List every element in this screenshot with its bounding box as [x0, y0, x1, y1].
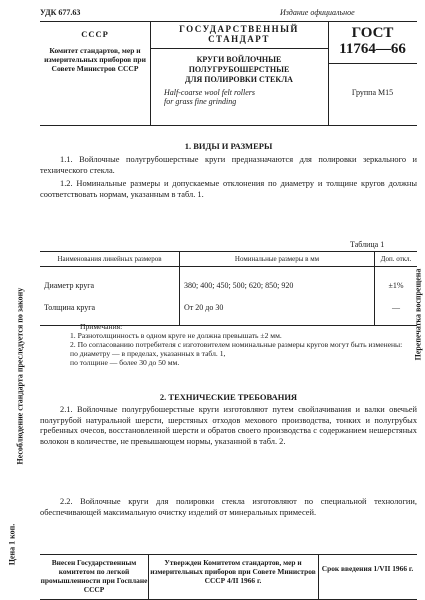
effective-date: Срок введения 1/VII 1966 г.: [321, 564, 414, 573]
section2-heading: 2. ТЕХНИЧЕСКИЕ ТРЕБОВАНИЯ: [159, 392, 298, 402]
kind-line-2: СТАНДАРТ: [208, 34, 270, 44]
standard-title: [150, 55, 328, 85]
edition-note: Издание официальное: [280, 8, 355, 17]
col-header-tolerance: Доп. откл.: [375, 252, 418, 267]
en-title-line-1: Half-coarse wool felt rollers: [164, 88, 256, 97]
row-thickness-name: Толщина круга: [40, 295, 180, 326]
para-2-1: 2.1. Войлочные полугрубошерстные круги изготовляют путем свойлачивания и валки овечьей полугрубой натуральной шерсти, шерстяных отходов мехового производства, тонких и полугрубых гребенных очесов, восстановленной шерсти и обратов своего производства с содержанием нешерстяных волокон в количестве, не превышающем нормы, указанной в табл. 2.: [40, 405, 417, 446]
standard-kind: [150, 24, 328, 49]
row-thickness-tol: —: [375, 295, 418, 326]
row-diameter-name: Диаметр круга: [44, 281, 95, 290]
title-line-1: КРУГИ ВОЙЛОЧНЫЕ: [196, 55, 282, 64]
notes: [70, 322, 415, 367]
gost-label: ГОСТ: [351, 25, 394, 41]
en-title-line-2: for grass fine grinding: [164, 97, 237, 106]
standard-header: [40, 21, 417, 125]
row-diameter-sizes: 380; 400; 450; 500; 620; 850; 920: [180, 267, 375, 296]
col-header-size: Номинальные размеры в мм: [180, 252, 375, 267]
gost-block: [328, 21, 417, 125]
table-label: Таблица 1: [350, 240, 385, 249]
notes-heading: Примечания:: [80, 322, 123, 331]
group-code: Группа М15: [351, 88, 394, 97]
authority-block: [40, 21, 151, 125]
col-header-name: Наименования линейных размеров: [40, 252, 180, 267]
table-row: [40, 295, 417, 326]
title-block: [150, 21, 329, 125]
section1-heading: 1. ВИДЫ И РАЗМЕРЫ: [184, 141, 273, 151]
legal-notice: Несоблюдение стандарта преследуется по закону: [15, 287, 25, 465]
title-line-2: ПОЛУГРУБОШЕРСТНЫЕ: [188, 65, 290, 74]
table-header-row: [40, 252, 417, 267]
note-4: по толщине — болee 30 до 50 мм.: [70, 358, 180, 367]
note-3: по диаметру — в пределах, указанных в табл. 1,: [70, 349, 226, 358]
footer-block: [40, 554, 417, 600]
para-1-1: 1.1. Войлочные полугрубошерстные круги предназначаются для полировки зеркального и технического стекла.: [40, 155, 417, 175]
header-bottom-rule: [40, 125, 417, 126]
price: Цена 1 коп.: [7, 523, 17, 566]
reprint-notice: Перепечатка воспрещена: [413, 268, 423, 361]
udk-code: УДК 677.63: [40, 8, 81, 17]
dimensions-table: [40, 251, 417, 326]
title-line-3: ДЛЯ ПОЛИРОВКИ СТЕКЛА: [185, 75, 293, 84]
english-title: [150, 88, 328, 106]
approved-by: Утвержден Комитетом стандартов, мер и измерительных приборов при Совете Министров СССР 4/II 1966 г.: [148, 555, 319, 599]
table-row: [40, 267, 417, 296]
row-diameter-tol: ±1%: [375, 267, 418, 296]
para-2-2: 2.2. Войлочные круги для полировки стекла изготовляют по специальной технологии, обеспечивающей максимальную очистку изделий от минеральных примесей.: [40, 497, 417, 517]
submitted-by: Внесен Государственным комитетом по легкой промышленности при Госплане СССР: [40, 555, 149, 599]
country: СССР: [81, 29, 109, 39]
committee: Комитет стандартов, мер и измерительных приборов при Совете Министров СССР: [44, 46, 146, 73]
row-thickness-sizes: От 20 до 30: [180, 295, 375, 326]
note-2: 2. По согласованию потребителя с изготовителем номинальные размеры кругов могут быть изменены:: [70, 340, 403, 349]
gost-number: 11764—66: [328, 41, 417, 64]
kind-line-1: ГОСУДАРСТВЕННЫЙ: [179, 24, 299, 34]
para-1-2: 1.2. Номинальные размеры и допускаемые отклонения по диаметру и толщине кругов должны соответствовать нормам, указанным в табл. 1.: [40, 179, 417, 199]
note-1: 1. Разнотолщинность в одном круге не должна превышать ±2 мм.: [70, 331, 282, 340]
